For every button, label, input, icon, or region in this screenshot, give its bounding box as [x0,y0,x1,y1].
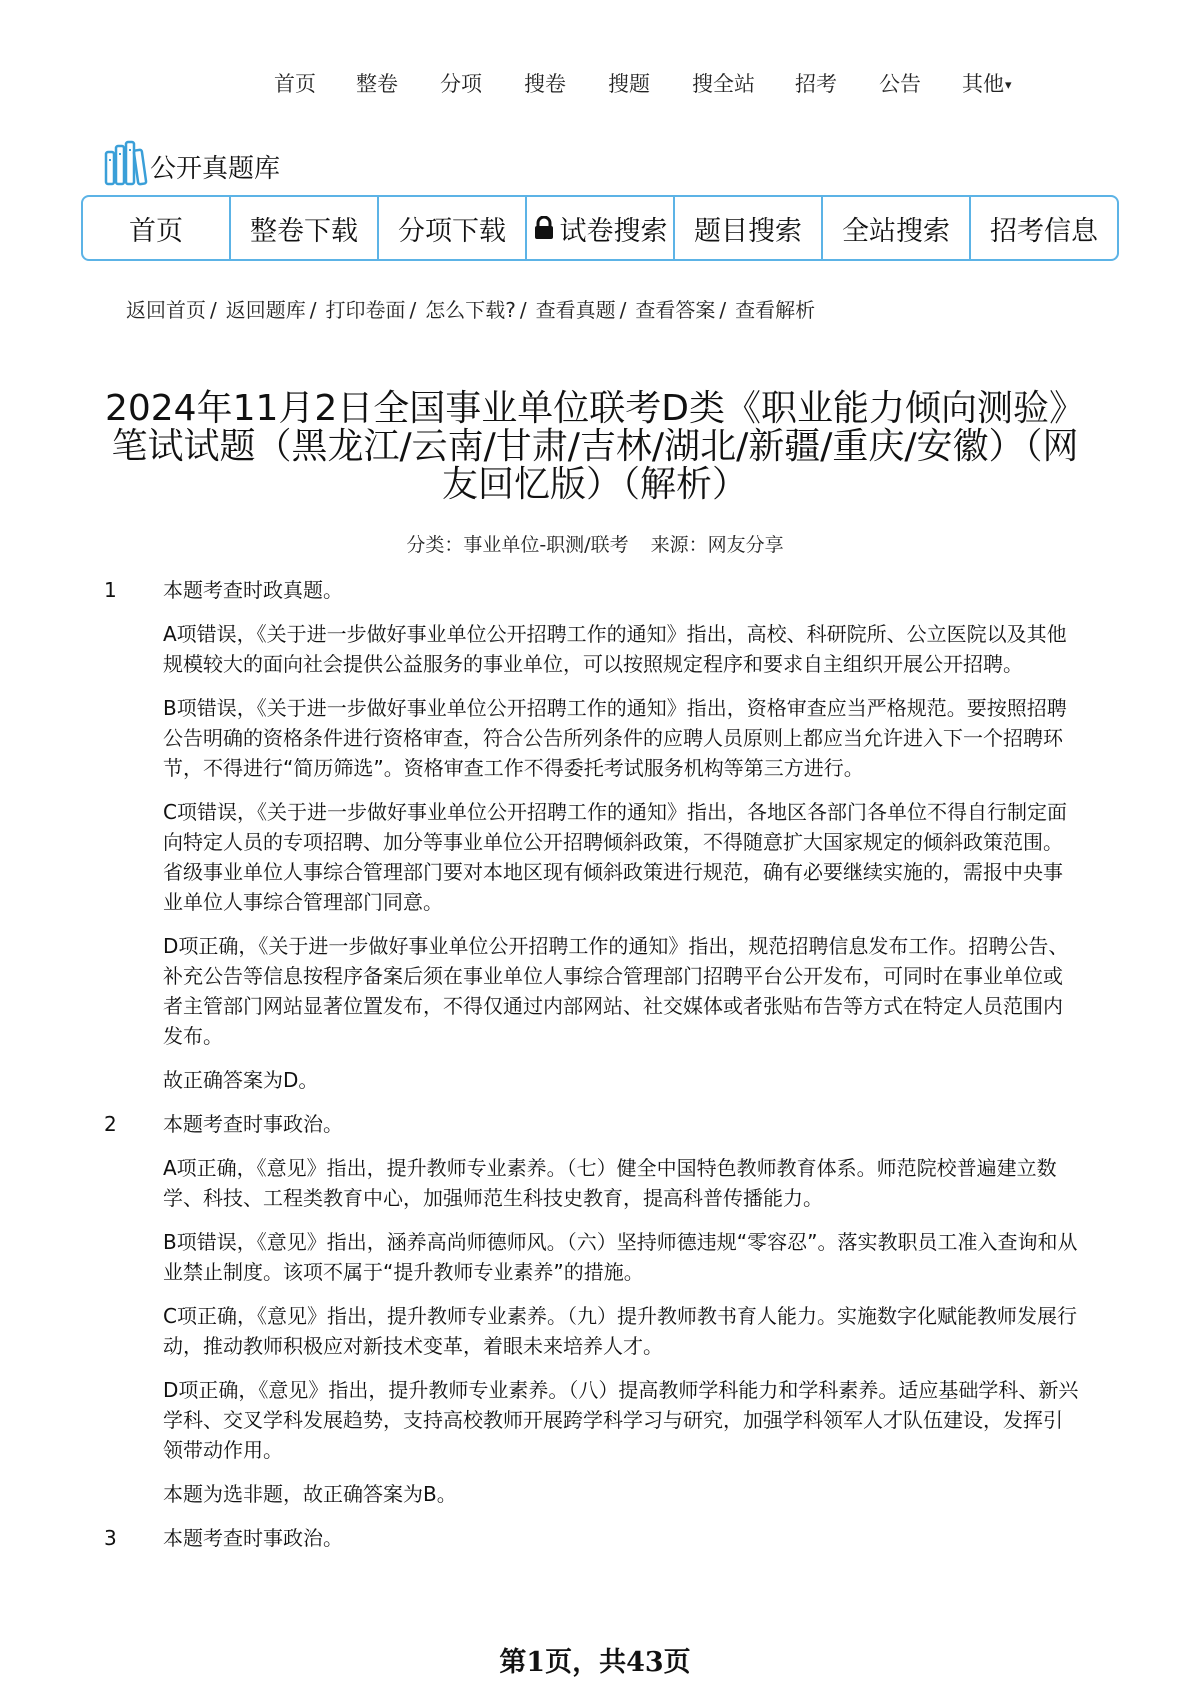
analysis-paragraph: A项正确，《意见》指出，提升教师专业素养。（七）健全中国特色教师教育体系。师范院校普遍建立数学、科技、工程类教育中心，加强师范生科技史教育，提高科普传播能力。 [163,1156,1057,1210]
chevron-down-icon: ▾ [1005,78,1012,93]
logo-text: 公开真题库 [150,154,281,184]
top-nav-home[interactable]: 首页 [274,72,316,96]
tab-full-download[interactable]: 整卷下载 [231,197,379,259]
page-number: 第1页，共43页 [499,1647,691,1678]
question-topic: 本题考查时政真题。 [163,578,343,602]
analysis-paragraph: C项正确，《意见》指出，提升教师专业素养。（九）提升教师教书育人能力。实施数字化赋能教师发展行动，推动教师积极应对新技术变革，着眼未来培养人才。 [163,1304,1077,1358]
top-nav [0,68,1190,108]
analysis-paragraph: B项错误，《意见》指出，涵养高尚师德师风。（六）坚持师德违规“零容忍”。落实教职员工准入查询和从业禁止制度。该项不属于“提升教师专业素养”的措施。 [163,1230,1078,1284]
tab-site-search[interactable]: 全站搜索 [823,197,971,259]
question-list [100,575,1080,1567]
question-header [100,575,1080,605]
breadcrumb-separator: / [719,298,727,322]
question-header [100,1109,1080,1139]
question-topic: 本题考查时事政治。 [163,1112,343,1136]
paper-meta [0,530,1190,557]
breadcrumb-separator: / [409,298,417,322]
answer-paragraph: 故正确答案为D。 [163,1068,319,1092]
top-nav-search-question[interactable]: 搜题 [608,72,650,96]
tab-item-download[interactable]: 分项下载 [379,197,527,259]
breadcrumb-separator: / [519,298,527,322]
books-icon [104,140,148,186]
breadcrumb-print[interactable]: 打印卷面 [325,298,406,322]
breadcrumb-separator: / [619,298,627,322]
top-nav-search-site[interactable]: 搜全站 [692,72,755,96]
lock-icon [533,216,555,240]
tab-recruit-info[interactable]: 招考信息 [990,215,1098,247]
breadcrumb-separator: / [309,298,317,322]
breadcrumb [126,294,815,323]
paper-category: 分类：事业单位-职测/联考 [406,534,629,556]
analysis-paragraph: C项错误，《关于进一步做好事业单位公开招聘工作的通知》指出，各地区各部门各单位不得自行制定面向特定人员的专项招聘、加分等事业单位公开招聘倾斜政策，不得随意扩大国家规定的倾斜政策范围。省级事业单位人事综合管理部门要对本地区现有倾斜政策进行规范，确有必要继续实施的，需报中央事业单位人事综合管理部门同意。 [163,800,1067,914]
analysis-paragraph: D项正确，《关于进一步做好事业单位公开招聘工作的通知》指出，规范招聘信息发布工作。招聘公告、补充公告等信息按程序备案后须在事业单位人事综合管理部门招聘平台公开发布，可同时在事业单位或者主管部门网站显著位置发布，不得仅通过内部网站、社交媒体或者张贴布告等方式在特定人员范围内发布。 [163,934,1069,1048]
question-header [100,1523,1080,1553]
analysis-paragraph: A项错误，《关于进一步做好事业单位公开招聘工作的通知》指出，高校、科研院所、公立医院以及其他规模较大的面向社会提供公益服务的事业单位，可以按照规定程序和要求自主组织开展公开招聘。 [163,622,1067,676]
analysis-paragraph: B项错误，《关于进一步做好事业单位公开招聘工作的通知》指出，资格审查应当严格规范。要按照招聘公告明确的资格条件进行资格审查，符合公告所列条件的应聘人员原则上都应当允许进入下一个招聘环节，不得进行“简历筛选”。资格审查工作不得委托考试服务机构等第三方进行。 [163,696,1067,780]
top-nav-more-label: 其他 [962,72,1004,96]
top-nav-full-paper[interactable]: 整卷 [356,72,398,96]
question-topic: 本题考查时事政治。 [163,1526,343,1550]
breadcrumb-separator: / [210,298,217,322]
tab-paper-search[interactable] [527,197,675,259]
breadcrumb-back-home[interactable]: 返回首页 [126,298,206,322]
answer-paragraph: 本题为选非题，故正确答案为B。 [163,1482,457,1506]
tab-home[interactable]: 首页 [83,197,231,259]
breadcrumb-view-paper[interactable]: 查看真题 [535,298,616,322]
breadcrumb-view-answer[interactable]: 查看答案 [635,298,716,322]
breadcrumb-how-download[interactable]: 怎么下载? [425,298,516,322]
question-number: 3 [104,1526,117,1550]
tab-paper-search-label: 试卷搜索 [559,215,668,247]
main-nav [81,195,1119,261]
question-number: 1 [104,578,117,602]
paper-source: 来源：网友分享 [650,534,784,556]
question-number: 2 [104,1112,117,1136]
top-nav-more[interactable] [962,68,1012,98]
page-title: 2024年11月2日全国事业单位联考D类《职业能力倾向测验》笔试试题（黑龙江/云南/甘肃/吉林/湖北/新疆/重庆/安徽）（网友回忆版）（解析） [104,388,1086,505]
top-nav-search-paper[interactable]: 搜卷 [524,72,566,96]
tab-question-search[interactable]: 题目搜索 [675,197,823,259]
top-nav-recruit[interactable]: 招考 [795,72,837,96]
top-nav-by-item[interactable]: 分项 [440,72,482,96]
top-nav-notice[interactable]: 公告 [879,72,921,96]
breadcrumb-back-bank[interactable]: 返回题库 [225,298,306,322]
breadcrumb-view-analysis[interactable]: 查看解析 [735,298,816,322]
analysis-paragraph: D项正确，《意见》指出，提升教师专业素养。（八）提高教师学科能力和学科素养。适应基础学科、新兴学科、交叉学科发展趋势，支持高校教师开展跨学科学习与研究，加强学科领军人才队伍建设，发挥引领带动作用。 [163,1378,1079,1462]
